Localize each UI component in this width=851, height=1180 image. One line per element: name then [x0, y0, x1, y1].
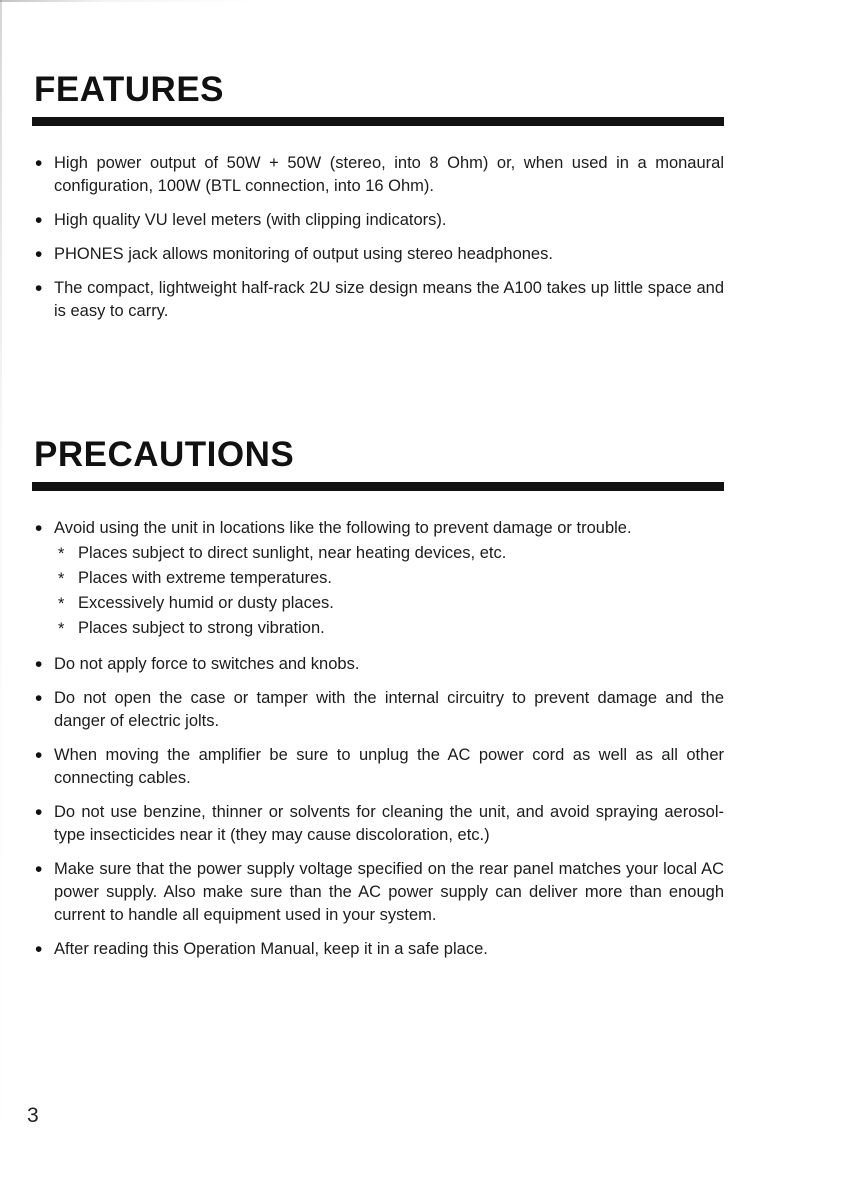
asterisk-icon: * [58, 545, 65, 563]
list-item [32, 858, 724, 927]
item-text: High power output of 50W + 50W (stereo, into 8 Ohm) or, when used in a monaural configuration, 100W (BTL connection, into 16 Ohm). [54, 154, 724, 195]
section-title-features: FEATURES [34, 70, 225, 109]
item-text: The compact, lightweight half-rack 2U size design means the A100 takes up little space and is easy to carry. [54, 279, 724, 320]
item-text: High quality VU level meters (with clipping indicators). [54, 211, 447, 229]
item-text: When moving the amplifier be sure to unplug the AC power cord as well as all other connecting cables. [54, 746, 724, 787]
asterisk-icon: * [58, 620, 65, 638]
list-item [32, 277, 724, 323]
list-item [32, 687, 724, 733]
item-text: Do not use benzine, thinner or solvents for cleaning the unit, and avoid spraying aerosol-type insecticides near it (they may cause discoloration, etc.) [54, 803, 724, 844]
section-title-rule [32, 117, 724, 126]
precautions-list [32, 517, 724, 961]
section-title-rule [32, 482, 724, 491]
sub-item-text: Places with extreme temperatures. [78, 569, 333, 587]
list-item [32, 209, 724, 232]
list-item [32, 938, 724, 961]
list-item [32, 152, 724, 198]
list-item [32, 653, 724, 676]
page-content [32, 70, 724, 972]
page-number: 3 [27, 1104, 39, 1127]
scan-artifact-left [0, 0, 2, 1180]
sub-item [54, 567, 724, 592]
bullet-icon: • [35, 653, 43, 676]
item-text: Make sure that the power supply voltage specified on the rear panel matches your local AC power supply. Also make sure than the AC power supply can deliver more than enough current to handle all equipment used in your system. [54, 860, 724, 924]
section-title-precautions: PRECAUTIONS [34, 435, 295, 474]
bullet-icon: • [35, 517, 43, 540]
item-text [54, 517, 724, 642]
bullet-icon: • [35, 209, 43, 232]
features-list [32, 152, 724, 323]
item-text: PHONES jack allows monitoring of output using stereo headphones. [54, 245, 553, 263]
list-item [32, 801, 724, 847]
item-text: After reading this Operation Manual, keep it in a safe place. [54, 940, 488, 958]
sub-item [54, 592, 724, 617]
asterisk-icon: * [58, 570, 65, 588]
scan-artifact-top [0, 0, 851, 2]
sub-item-text: Places subject to direct sunlight, near heating devices, etc. [78, 544, 507, 562]
sub-item-text: Excessively humid or dusty places. [78, 594, 334, 612]
bullet-icon: • [35, 687, 43, 710]
sub-item [54, 542, 724, 567]
item-text: Do not apply force to switches and knobs. [54, 655, 360, 673]
bullet-icon: • [35, 938, 43, 961]
bullet-icon: • [35, 277, 43, 300]
bullet-icon: • [35, 243, 43, 266]
sub-item-text: Places subject to strong vibration. [78, 619, 325, 637]
list-item [32, 744, 724, 790]
list-item [32, 243, 724, 266]
sub-item [54, 617, 724, 642]
bullet-icon: • [35, 152, 43, 175]
item-text: Do not open the case or tamper with the internal circuitry to prevent damage and the danger of electric jolts. [54, 689, 724, 730]
section-precautions [32, 435, 724, 961]
bullet-icon: • [35, 858, 43, 881]
item-text-main: Avoid using the unit in locations like the following to prevent damage or trouble. [54, 519, 632, 537]
bullet-icon: • [35, 801, 43, 824]
section-features [32, 70, 724, 323]
list-item [32, 517, 724, 642]
bullet-icon: • [35, 744, 43, 767]
sub-list [54, 542, 724, 642]
asterisk-icon: * [58, 595, 65, 613]
